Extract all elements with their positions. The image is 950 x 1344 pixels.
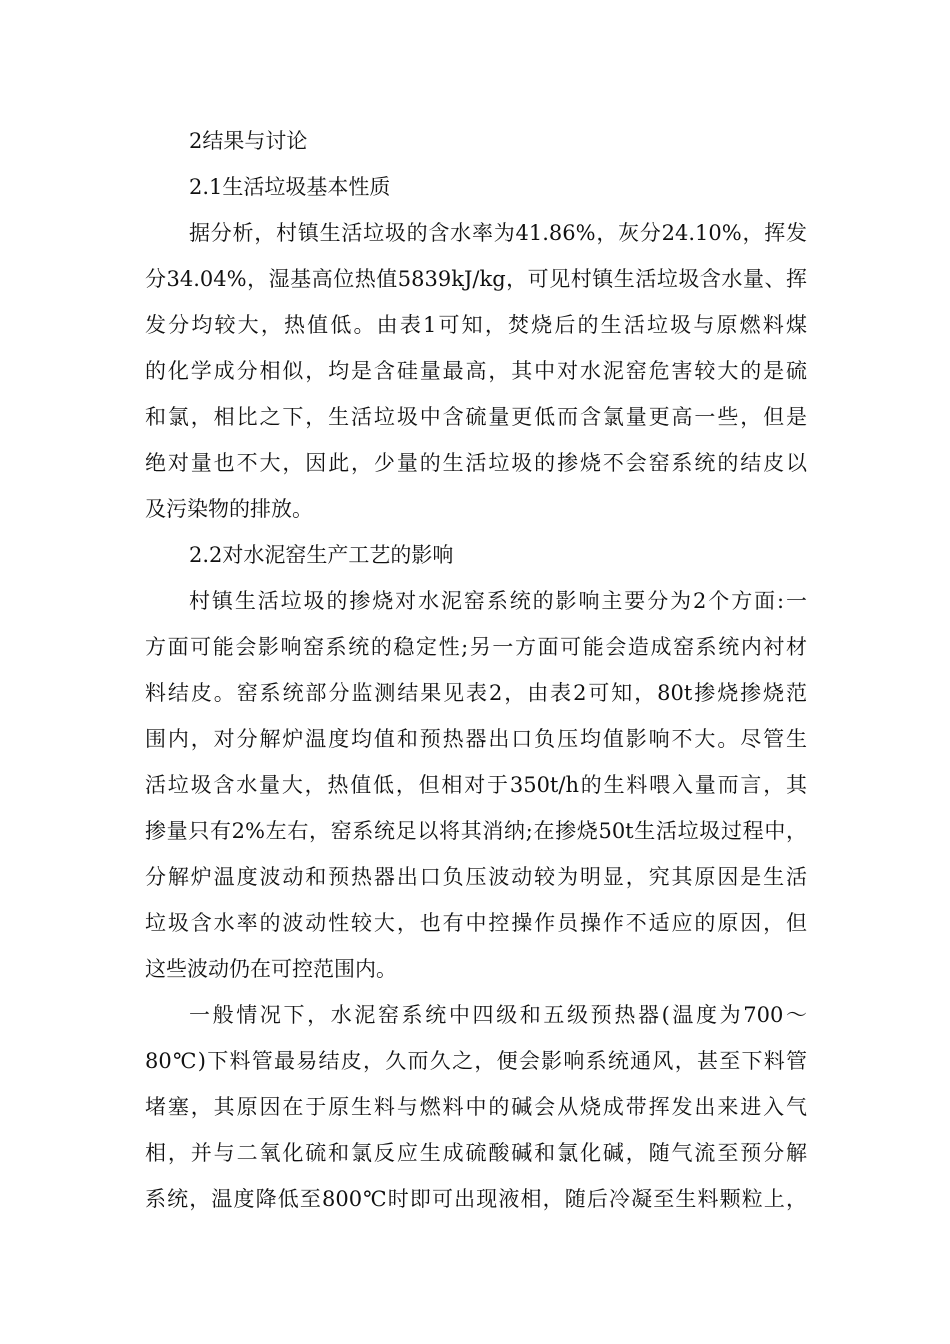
- subsection-heading-kiln-impact: 2.2对水泥窑生产工艺的影响: [189, 543, 454, 567]
- paragraph-line: 绝对量也不大，因此，少量的生活垃圾的掺烧不会窑系统的结皮以: [145, 451, 807, 475]
- paragraph-line: 料结皮。窑系统部分监测结果见表2，由表2可知，80t掺烧掺烧范: [145, 681, 807, 705]
- paragraph-line: 分34.04%，湿基高位热值5839kJ/kg，可见村镇生活垃圾含水量、挥: [145, 267, 807, 291]
- paragraph-line: 和氯，相比之下，生活垃圾中含硫量更低而含氯量更高一些，但是: [145, 405, 807, 429]
- paragraph-line: 80℃)下料管最易结皮，久而久之，便会影响系统通风，甚至下料管: [145, 1049, 807, 1073]
- paragraph-line: 一般情况下，水泥窑系统中四级和五级预热器(温度为700～: [189, 1003, 807, 1027]
- document-body: [145, 118, 807, 1222]
- paragraph-line: 这些波动仍在可控范围内。: [145, 957, 397, 981]
- paragraph-kiln-impact: [145, 578, 807, 992]
- paragraph-line: 方面可能会影响窑系统的稳定性;另一方面可能会造成窑系统内衬材: [145, 635, 807, 659]
- paragraph-line: 活垃圾含水量大，热值低，但相对于350t/h的生料喂入量而言，其: [145, 773, 807, 797]
- paragraph-line: 的化学成分相似，均是含硅量最高，其中对水泥窑危害较大的是硫: [145, 359, 807, 383]
- paragraph-line: 掺量只有2%左右，窑系统足以将其消纳;在掺烧50t生活垃圾过程中，: [145, 819, 807, 843]
- paragraph-line: 相，并与二氧化硫和氯反应生成硫酸碱和氯化碱，随气流至预分解: [145, 1141, 807, 1165]
- paragraph-line: 发分均较大，热值低。由表1可知，焚烧后的生活垃圾与原燃料煤: [145, 313, 807, 337]
- paragraph-line: 系统，温度降低至800℃时即可出现液相，随后冷凝至生料颗粒上，: [145, 1187, 807, 1211]
- paragraph-line: 据分析，村镇生活垃圾的含水率为41.86%，灰分24.10%，挥发: [189, 221, 807, 245]
- paragraph-line: 堵塞，其原因在于原生料与燃料中的碱会从烧成带挥发出来进入气: [145, 1095, 807, 1119]
- section-heading-results: 2结果与讨论: [189, 129, 308, 153]
- paragraph-line: 垃圾含水率的波动性较大，也有中控操作员操作不适应的原因，但: [145, 911, 807, 935]
- paragraph-line: 村镇生活垃圾的掺烧对水泥窑系统的影响主要分为2个方面:一: [189, 589, 807, 613]
- subsection-heading-waste-properties: 2.1生活垃圾基本性质: [189, 175, 391, 199]
- paragraph-line: 及污染物的排放。: [145, 497, 313, 521]
- paragraph-line: 分解炉温度波动和预热器出口负压波动较为明显，究其原因是生活: [145, 865, 807, 889]
- paragraph-waste-analysis: [145, 210, 807, 532]
- paragraph-line: 围内，对分解炉温度均值和预热器出口负压均值影响不大。尽管生: [145, 727, 807, 751]
- paragraph-preheater-scaling: [145, 992, 807, 1222]
